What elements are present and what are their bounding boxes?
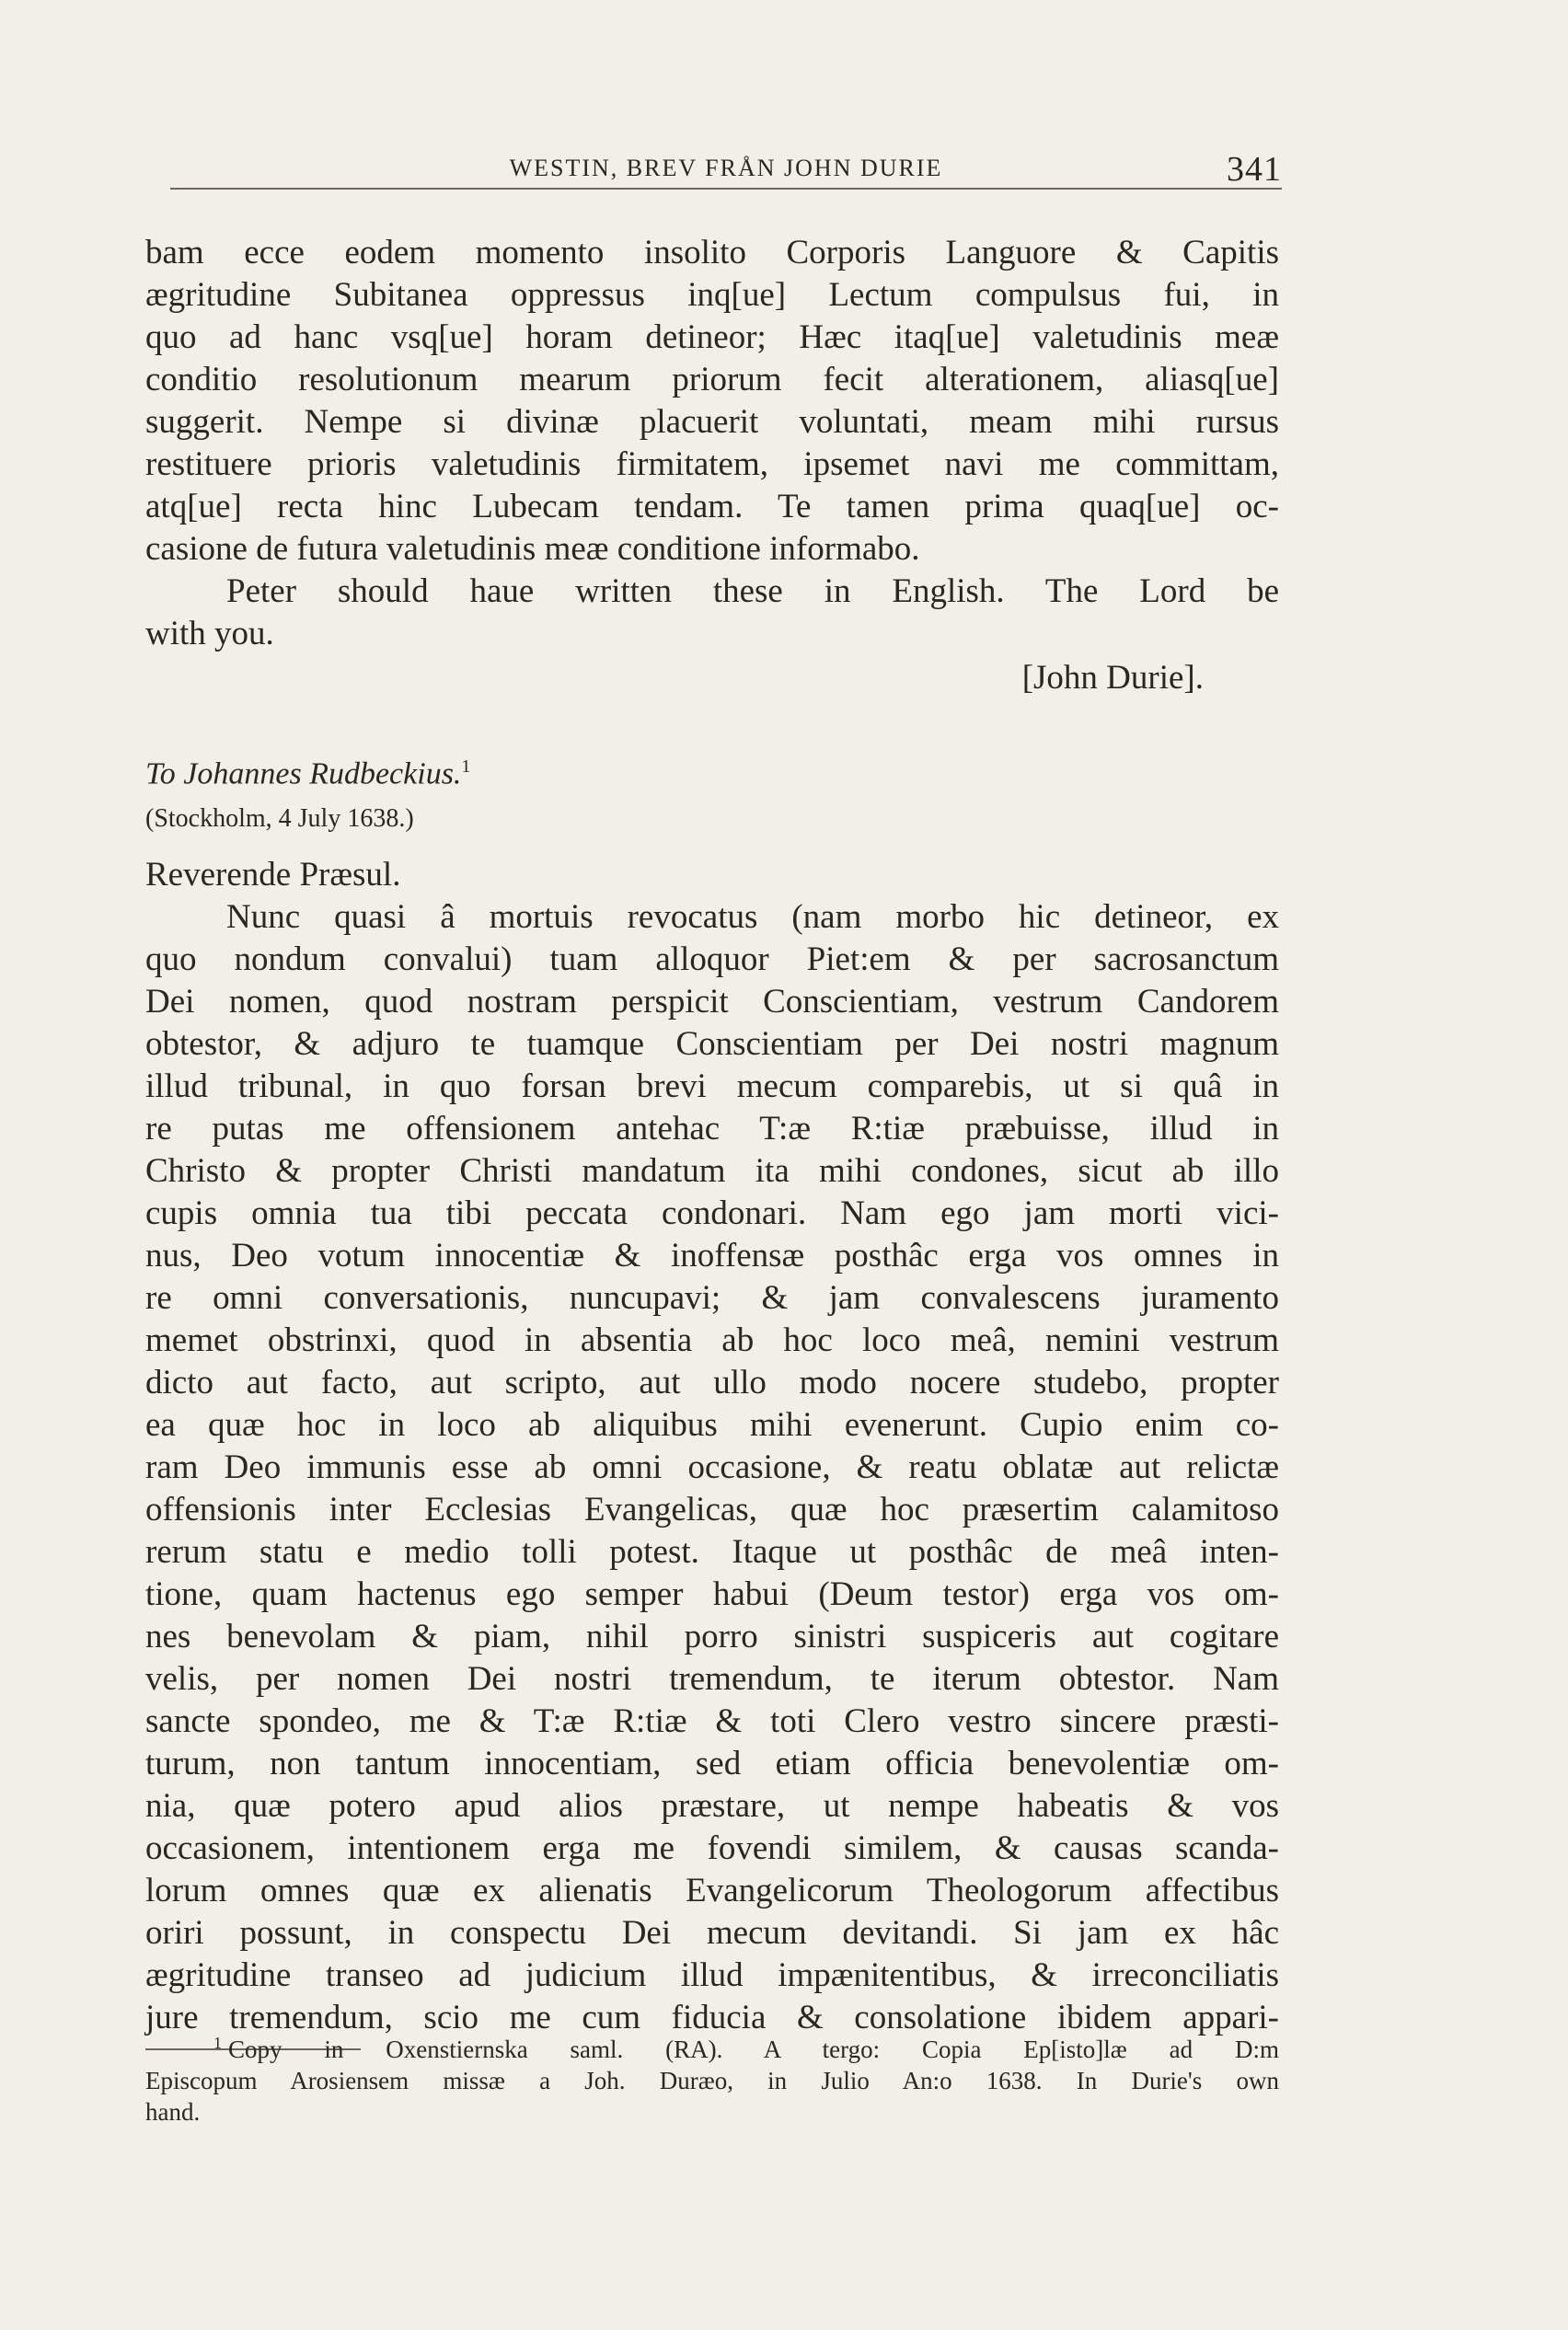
text-line: occasionem, intentionem erga me fovendi similem, & causas scanda- (145, 1829, 1279, 1867)
text-line: illud tribunal, in quo forsan brevi mecum comparebis, ut si quâ in (145, 1067, 1279, 1105)
footnote-line: Copy in Oxenstiernska saml. (RA). A tergo: Copia Ep[isto]læ ad D:m (228, 2036, 1279, 2063)
text-line: offensionis inter Ecclesias Evangelicas, quæ hoc præsertim calamitoso (145, 1491, 1279, 1528)
text-line: rerum statu e medio tolli potest. Itaque ut posthâc de meâ inten- (145, 1533, 1279, 1571)
text-line: cupis omnia tua tibi peccata condonari. Nam ego jam morti vici- (145, 1194, 1279, 1232)
text-line: tione, quam hactenus ego semper habui (Deum testor) erga vos om- (145, 1575, 1279, 1613)
text-line: nus, Deo votum innocentiæ & inoffensæ posthâc erga vos omnes in (145, 1237, 1279, 1275)
text-line: atq[ue] recta hinc Lubecam tendam. Te tamen prima quaq[ue] oc- (145, 488, 1279, 525)
text-line: ægritudine Subitanea oppressus inq[ue] Lectum compulsus fui, in (145, 276, 1279, 314)
text-line: conditio resolutionum mearum priorum fecit alterationem, aliasq[ue] (145, 361, 1279, 398)
page-number: 341 (1227, 150, 1282, 189)
text-line: turum, non tantum innocentiam, sed etiam officia benevolentiæ om- (145, 1745, 1279, 1782)
text-line: ea quæ hoc in loco ab aliquibus mihi evenerunt. Cupio enim co- (145, 1406, 1279, 1444)
letter-heading (145, 756, 470, 791)
running-header (170, 145, 1282, 190)
text-line: ægritudine transeo ad judicium illud impænitentibus, & irreconciliatis (145, 1956, 1279, 1994)
place-date: (Stockholm, 4 July 1638.) (145, 804, 414, 833)
footnote-mark: 1 (213, 2034, 222, 2052)
text-line: bam ecce eodem momento insolito Corporis Languore & Capitis (145, 234, 1279, 271)
text-line: oriri possunt, in conspectu Dei mecum devitandi. Si jam ex hâc (145, 1914, 1279, 1952)
text-line: jure tremendum, scio me cum fiducia & consolatione ibidem appari- (145, 1999, 1279, 2036)
text-line: re putas me offensionem antehac T:æ R:tiæ præbuisse, illud in (145, 1110, 1279, 1148)
salutation: Reverende Præsul. (145, 856, 401, 894)
footnote-line: Episcopum Arosiensem missæ a Joh. Duræo, in Julio An:o 1638. In Durie's own (145, 2067, 1279, 2094)
text-line: dicto aut facto, aut scripto, aut ullo modo nocere studebo, propter (145, 1364, 1279, 1401)
text-line: obtestor, & adjuro te tuamque Conscientiam per Dei nostri magnum (145, 1025, 1279, 1063)
text-line: nia, quæ potero apud alios præstare, ut nempe habeatis & vos (145, 1787, 1279, 1825)
text-line: ram Deo immunis esse ab omni occasione, & reatu oblatæ aut relictæ (145, 1448, 1279, 1486)
addressee: To Johannes Rudbeckius. (145, 756, 462, 791)
running-title: WESTIN, BREV FRÅN JOHN DURIE (509, 155, 943, 181)
footnote-reference: 1 (461, 756, 471, 777)
text-line: nes benevolam & piam, nihil porro sinistri suspiceris aut cogitare (145, 1618, 1279, 1655)
text-line: Dei nomen, quod nostram perspicit Conscientiam, vestrum Candorem (145, 983, 1279, 1021)
postscript-line: Peter should haue written these in English. The Lord be (226, 572, 1279, 610)
text-line: suggerit. Nempe si divinæ placuerit voluntati, meam mihi rursus (145, 403, 1279, 441)
text-line: velis, per nomen Dei nostri tremendum, te iterum obtestor. Nam (145, 1660, 1279, 1698)
text-line: re omni conversationis, nuncupavi; & jam convalescens juramento (145, 1279, 1279, 1317)
text-line: quo ad hanc vsq[ue] horam detineor; Hæc itaq[ue] valetudinis meæ (145, 318, 1279, 356)
text-line: restituere prioris valetudinis firmitatem, ipsemet navi me committam, (145, 445, 1279, 483)
text-line: quo nondum convalui) tuam alloquor Piet:em & per sacrosanctum (145, 940, 1279, 978)
text-line: Nunc quasi â mortuis revocatus (nam morbo hic detineor, ex (226, 898, 1279, 936)
text-line: Christo & propter Christi mandatum ita mihi condones, sicut ab illo (145, 1152, 1279, 1190)
signature: [John Durie]. (1021, 659, 1204, 697)
text-line: sancte spondeo, me & T:æ R:tiæ & toti Clero vestro sincere præsti- (145, 1702, 1279, 1740)
postscript-line: with you. (145, 615, 274, 652)
text-line: casione de futura valetudinis meæ conditione informabo. (145, 530, 920, 568)
footnote-line: hand. (145, 2098, 201, 2126)
text-line: lorum omnes quæ ex alienatis Evangelicorum Theologorum affectibus (145, 1872, 1279, 1909)
text-line: memet obstrinxi, quod in absentia ab hoc loco meâ, nemini vestrum (145, 1321, 1279, 1359)
